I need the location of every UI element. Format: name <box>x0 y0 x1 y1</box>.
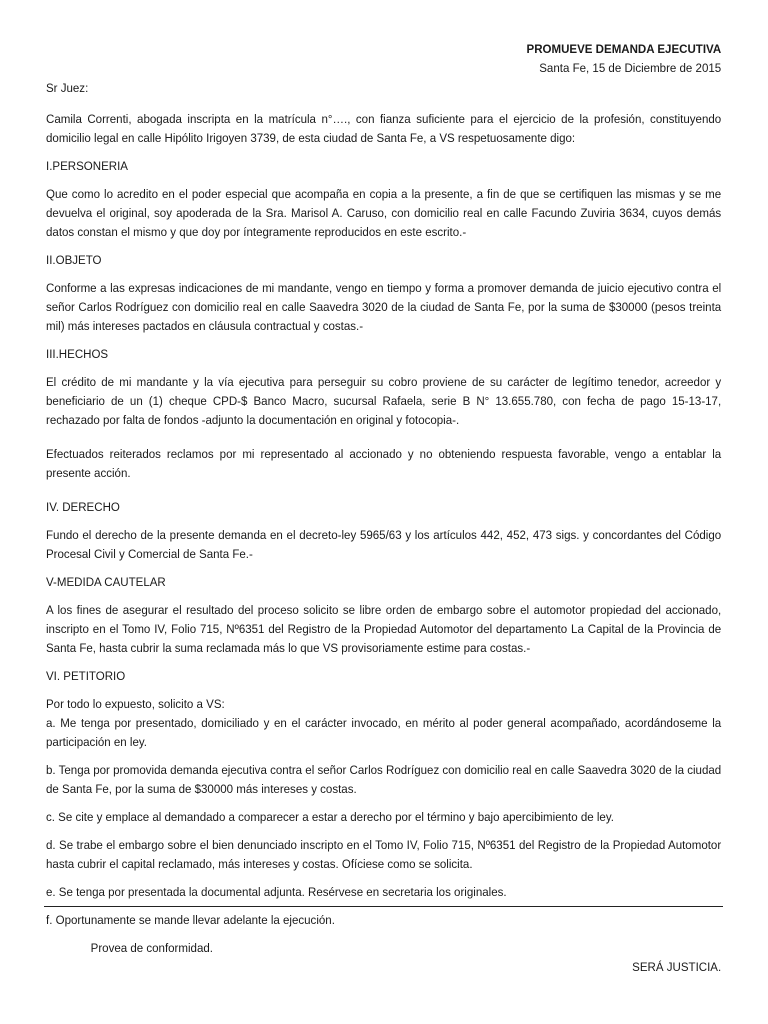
petitorio-item-f: f. Oportunamente se mande llevar adelante la ejecución. <box>46 913 335 927</box>
petitorio-item-d: d. Se trabe el embargo sobre el bien denunciado inscripto en el Tomo IV, Folio 715, Nº6351 del Registro de la Propiedad Automotor hasta cubrir el capital reclamado, más intereses y costas. Ofíciese como se solicita. <box>46 838 722 871</box>
section-heading-objeto: II.OBJETO <box>46 253 102 267</box>
intro-paragraph: Camila Correnti, abogada inscripta en la matrícula n°…., con fianza suficiente para el ejercicio de la profesión, constituyendo domicilio legal en calle Hipólito Irigoyen 3739, de esta ciudad de Santa Fe, a VS respetuosamente digo: <box>46 112 722 145</box>
section-heading-personeria: I.PERSONERIA <box>46 159 128 173</box>
petitorio-item-e: e. Se tenga por presentada la documental adjunta. Resérvese en secretaria los originales. <box>46 885 507 899</box>
petitorio-item-b: b. Tenga por promovida demanda ejecutiva contra el señor Carlos Rodríguez con domicilio real en calle Saavedra 3020 de la ciudad de Santa Fe, por la suma de $30000 más intereses y costas. <box>46 763 722 796</box>
section-text-medida: A los fines de asegurar el resultado del proceso solicito se libre orden de embargo sobre el automotor propiedad del accionado, inscripto en el Tomo IV, Folio 715, Nº6351 del Registro de la Propiedad Automotor del departamento La Capital de la Provincia de Santa Fe, hasta cubrir la suma reclamada más lo que VS provisoriamente estime para costas.- <box>46 603 722 655</box>
bottom-divider <box>44 906 723 907</box>
section-heading-derecho: IV. DERECHO <box>46 500 120 514</box>
document-date: Santa Fe, 15 de Diciembre de 2015 <box>539 61 722 75</box>
petitorio-item-a: a. Me tenga por presentado, domiciliado y en el carácter invocado, en mérito al poder general acompañado, acordándoseme la participación en ley. <box>46 716 722 749</box>
section-text-derecho: Fundo el derecho de la presente demanda en el decreto-ley 5965/63 y los artículos 442, 452, 473 sigs. y concordantes del Código Procesal Civil y Comercial de Santa Fe.- <box>46 528 722 561</box>
section-text-hechos-2: Efectuados reiterados reclamos por mi representado al accionado y no obteniendo respuesta favorable, vengo a entablar la presente acción. <box>46 447 722 480</box>
section-text-hechos-1: El crédito de mi mandante y la vía ejecutiva para perseguir su cobro proviene de su carácter de legítimo tenedor, acreedor y beneficiario de un (1) cheque CPD-$ Banco Macro, sucursal Rafaela, serie B N° 13.655.780, con fecha de pago 15-13-17, rechazado por falta de fondos -adjunto la documentación en original y fotocopia-. <box>46 375 722 427</box>
salutation: Sr Juez: <box>46 81 89 95</box>
closing-justicia: SERÁ JUSTICIA. <box>632 960 722 974</box>
petitorio-item-c: c. Se cite y emplace al demandado a comparecer a estar a derecho por el término y bajo apercibimiento de ley. <box>46 810 614 824</box>
petitorio-lead: Por todo lo expuesto, solicito a VS: <box>46 697 225 711</box>
section-heading-hechos: III.HECHOS <box>46 347 109 361</box>
closing-provea: Provea de conformidad. <box>90 941 213 955</box>
section-heading-medida: V-MEDIDA CAUTELAR <box>46 575 166 589</box>
document-page <box>46 40 721 977</box>
section-heading-petitorio: VI. PETITORIO <box>46 669 126 683</box>
section-text-objeto: Conforme a las expresas indicaciones de mi mandante, vengo en tiempo y forma a promover demanda de juicio ejecutivo contra el señor Carlos Rodríguez con domicilio real en calle Saavedra 3020 de la ciudad de Santa Fe, por la suma de $30000 (pesos treinta mil) más intereses pactados en cláusula contractual y costas.- <box>46 281 722 333</box>
section-text-personeria: Que como lo acredito en el poder especial que acompaña en copia a la presente, a fin de que se certifiquen las mismas y se me devuelva el original, soy apoderada de la Sra. Marisol A. Caruso, con domicilio real en calle Facundo Zuviria 3634, cuyos demás datos constan el mismo y que doy por íntegramente reproducidos en este escrito.- <box>46 187 722 239</box>
document-title: PROMUEVE DEMANDA EJECUTIVA <box>526 42 722 56</box>
